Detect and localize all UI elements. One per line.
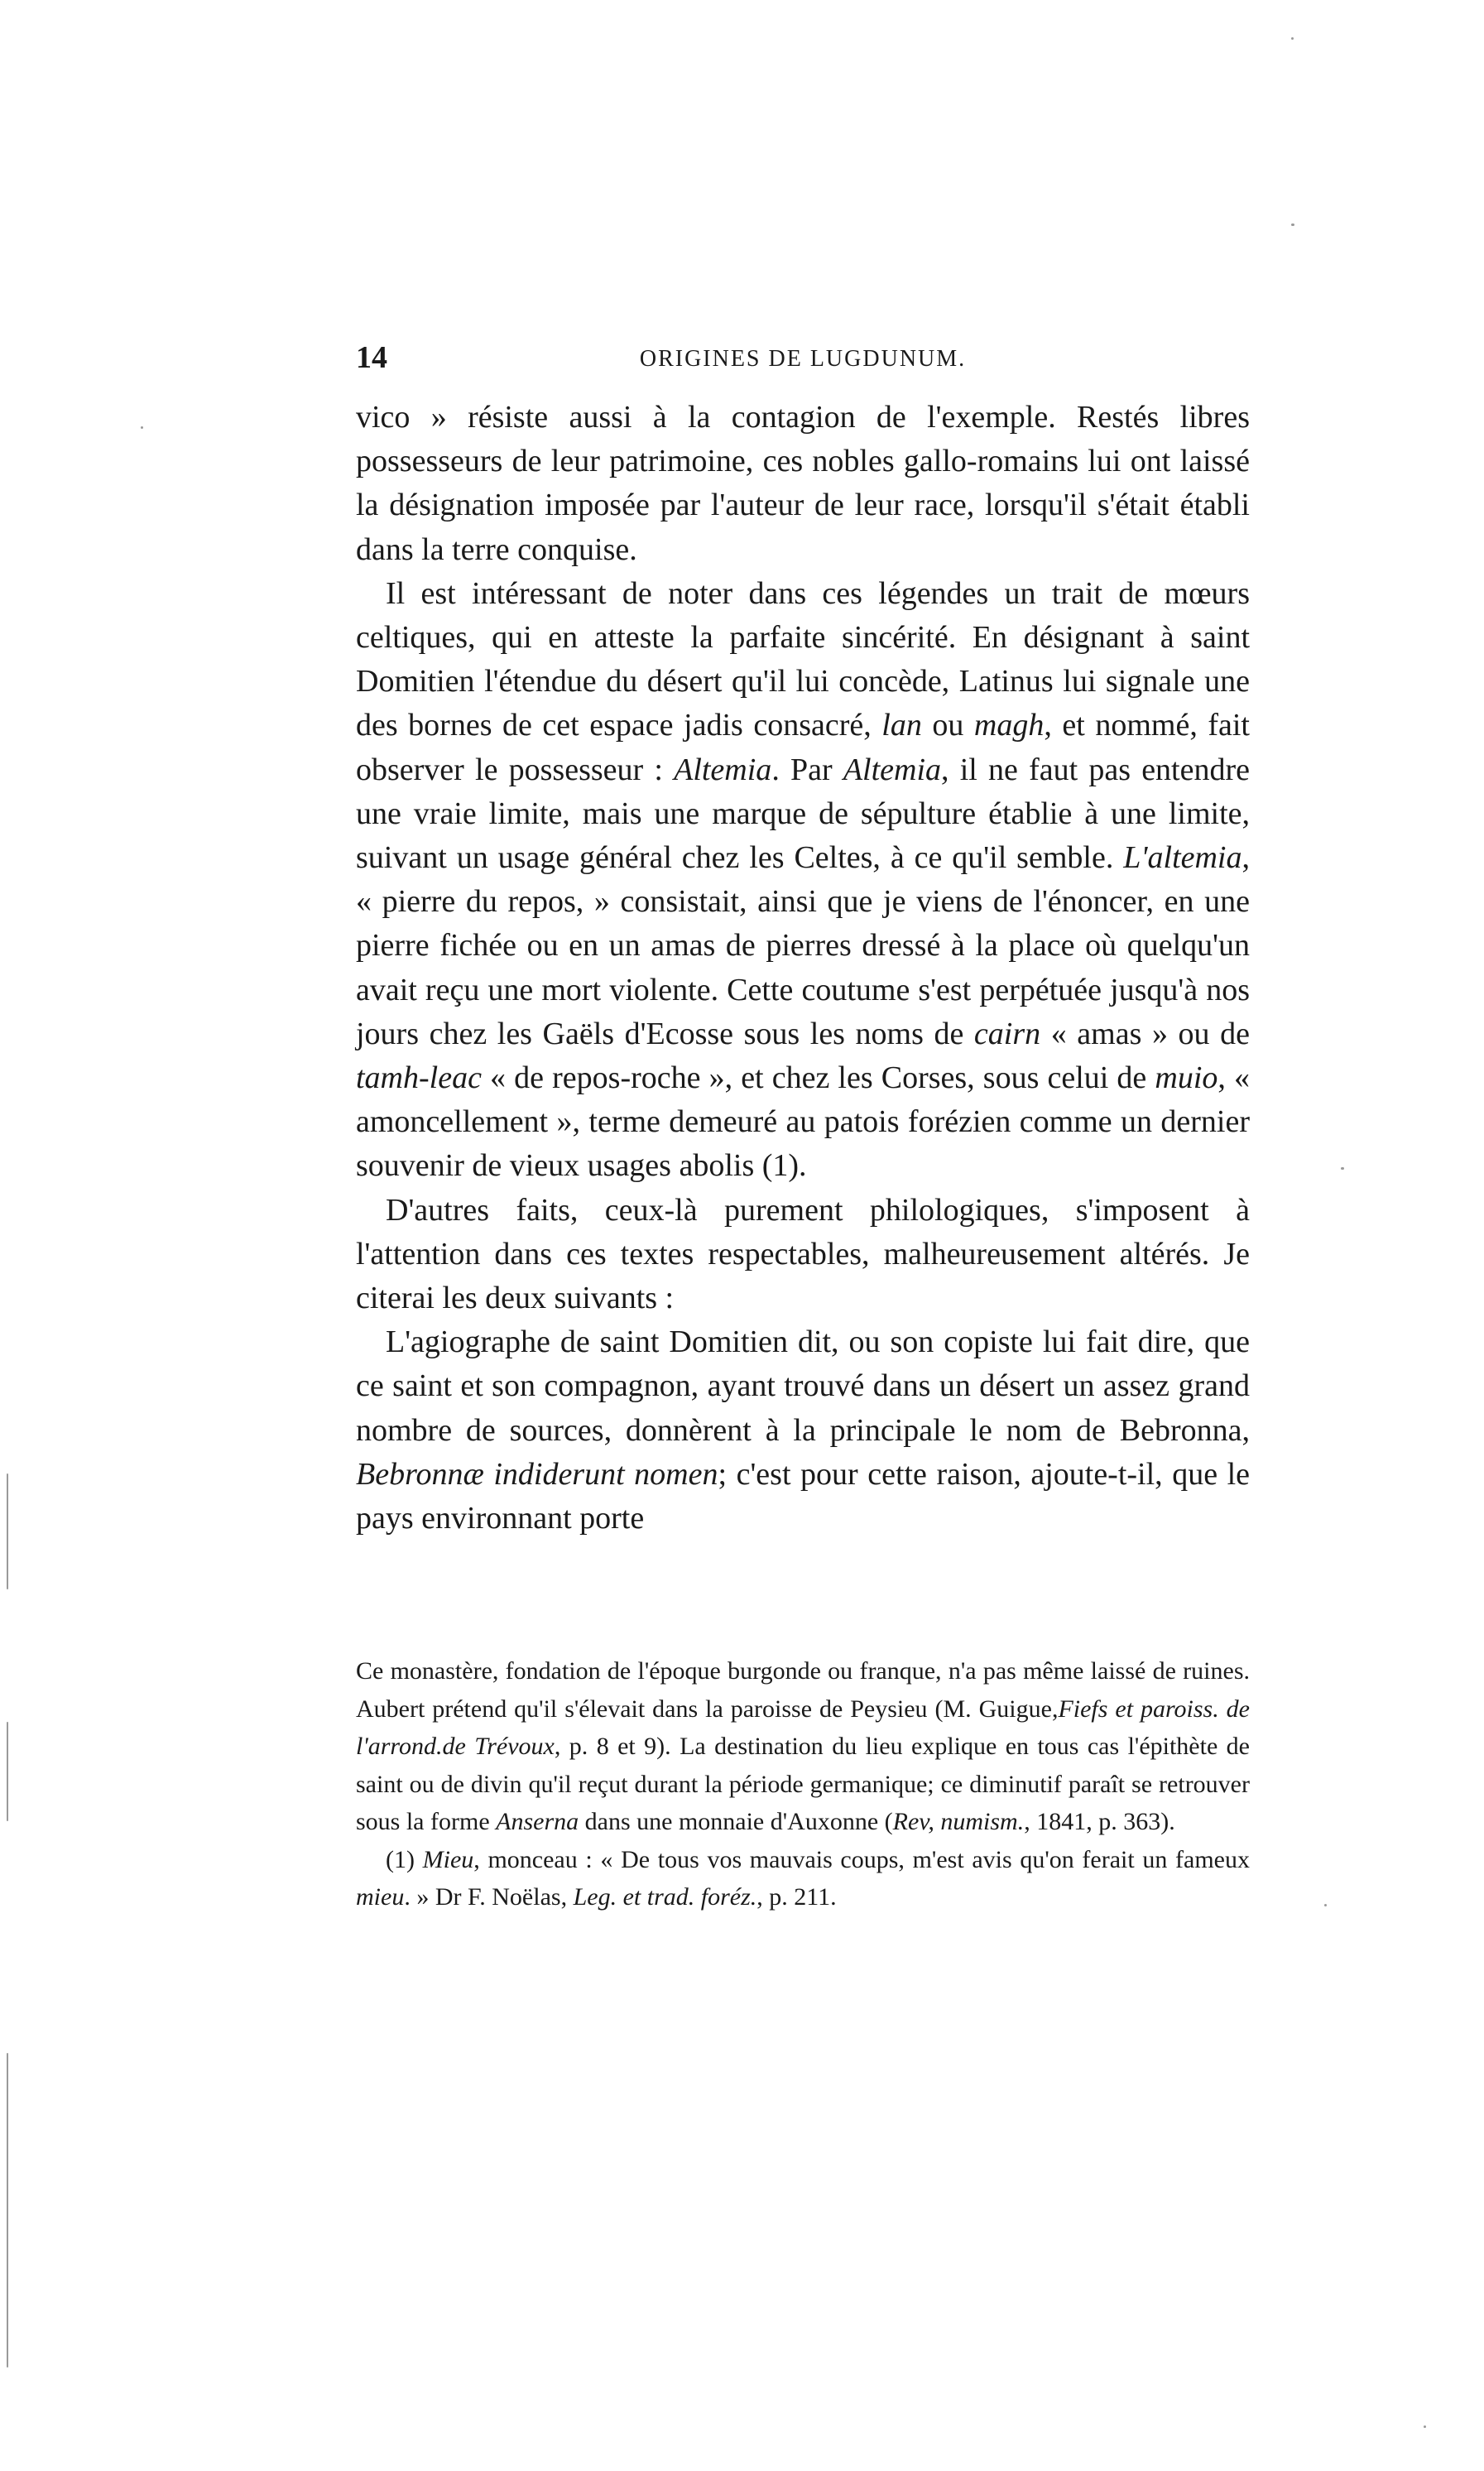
italic-term: Anserna: [496, 1808, 579, 1835]
text-span: « amas » ou de: [1040, 1016, 1250, 1051]
italic-term: Altemia: [843, 752, 942, 787]
page-number: 14: [356, 340, 387, 375]
footnote-continuation: [356, 1652, 1250, 1841]
text-span: . Par: [771, 752, 843, 787]
italic-term: Leg. et trad. foréz.: [573, 1883, 757, 1911]
scan-speck: [1291, 224, 1294, 226]
text-span: , 1841, p. 363).: [1024, 1808, 1175, 1835]
text-span: « de repos-roche », et chez les Corses, sous celui de: [481, 1060, 1155, 1096]
paragraph-2: [356, 572, 1250, 1189]
text-span: ou: [921, 708, 974, 743]
text-span: L'agiographe de saint Domitien dit, ou son copiste lui fait dire, que ce saint et son compagnon, ayant trouvé dans un désert un assez grand nombre de sources, donnèrent à la principale le nom de Bebronna,: [356, 1324, 1250, 1448]
text-span: Ce monastère, fondation de l'époque burgonde ou franque, n'a pas même laissé de ruines. Aubert prétend qu'il s'élevait dans la paroisse de Peysieu (M. Guigue,: [356, 1657, 1250, 1723]
text-span: , « pierre du repos, » consistait, ainsi que je viens de l'énoncer, en une pierre fichée ou en un amas de pierres dressé à la place où quelqu'un avait reçu une mort violente. Cette coutume s'est perpétuée jusqu'à nos jours chez les Gaëls d'Ecosse sous les noms de: [356, 840, 1250, 1051]
page-header: [356, 339, 1250, 389]
italic-term: lan: [881, 708, 922, 743]
running-title: ORIGINES DE LUGDUNUM.: [639, 346, 967, 372]
text-span: ; c'est pour cette raison, ajoute-t-il, que le pays environnant porte: [356, 1456, 1251, 1536]
italic-term: Altemia: [674, 752, 772, 787]
paragraph-3: D'autres faits, ceux-là purement philologiques, s'imposent à l'attention dans ces textes respectables, malheureusement altérés. Je citerai les deux suivants :: [356, 1192, 1250, 1316]
text-span: , p. 8 et 9). La destination du lieu explique en tous cas l'épithète de saint ou de divin qu'il reçut durant la période germanique; ce diminutif paraît se retrouver sous la forme: [356, 1733, 1251, 1835]
scan-speck: [1424, 2425, 1426, 2428]
italic-term: mieu: [356, 1883, 405, 1911]
scan-speck: [1341, 1167, 1344, 1170]
text-span: , il ne faut pas entendre une vraie limite, mais une marque de sépulture établie à une limite, suivant un usage général chez les Celtes, à ce qu'il semble.: [356, 752, 1251, 876]
paragraph-4: [356, 1320, 1250, 1541]
italic-term: muio: [1155, 1060, 1218, 1096]
text-span: , « amoncellement », terme demeuré au patois forézien comme un dernier souvenir de vieux usages abolis (1).: [356, 1060, 1250, 1184]
footnote-1: [356, 1841, 1250, 1916]
footnotes: [356, 1652, 1250, 1916]
italic-term: Fiefs et paroiss. de l'arrond.de Trévoux: [356, 1695, 1251, 1760]
text-span: , monceau : « De tous vos mauvais coups, m'est avis qu'on ferait un fameux: [473, 1845, 1250, 1873]
italic-term: tamh-leac: [356, 1060, 482, 1096]
text-span: (1): [386, 1845, 423, 1873]
text-span: . » Dr F. Noëlas,: [404, 1883, 574, 1911]
italic-term: cairn: [973, 1016, 1041, 1051]
text-span: dans une monnaie d'Auxonne (: [579, 1808, 893, 1835]
italic-term: Mieu: [422, 1845, 474, 1873]
scan-margin-line: [7, 1473, 8, 1589]
italic-term: Rev, numism.: [892, 1808, 1025, 1835]
italic-term: Bebronnæ indiderunt nomen: [356, 1456, 718, 1492]
italic-term: magh: [973, 708, 1045, 743]
paragraph-1: vico » résiste aussi à la contagion de l'exemple. Restés libres possesseurs de leur patrimoine, ces nobles gallo-romains lui ont laissé la désignation imposée par l'auteur de leur race, lorsqu'il s'était établi dans la terre conquise.: [356, 400, 1250, 567]
text-span: , p. 211.: [756, 1883, 837, 1911]
scan-margin-line: [7, 1722, 8, 1821]
text-span: , et nommé, fait observer le possesseur :: [356, 708, 1250, 787]
text-span: Il est intéressant de noter dans ces légendes un trait de mœurs celtiques, qui en atteste la parfaite sincérité. En désignant à saint Domitien l'étendue du désert qu'il lui concède, Latinus lui signale une des bornes de cet espace jadis consacré,: [356, 575, 1250, 743]
scan-speck: [1291, 37, 1294, 40]
scan-speck: [1324, 1904, 1327, 1906]
main-text: [356, 396, 1250, 1541]
scan-margin-line: [7, 2053, 8, 2368]
scan-speck: [141, 426, 143, 429]
italic-term: L'altemia: [1123, 840, 1242, 876]
